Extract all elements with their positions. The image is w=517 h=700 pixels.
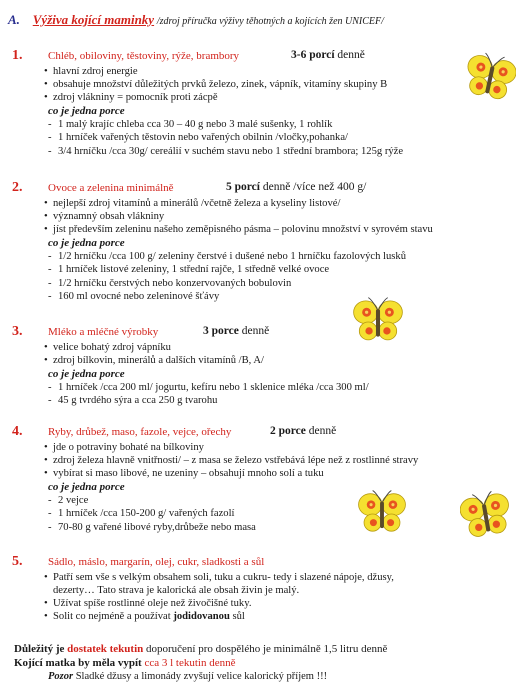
portion-heading: co je jedna porce bbox=[48, 368, 125, 380]
section-number: 2. bbox=[12, 180, 23, 195]
section-2 bbox=[8, 180, 508, 303]
section-3 bbox=[8, 324, 508, 408]
daily-portions: 5 porcí denně /více než 400 g/ bbox=[226, 181, 367, 193]
butterfly-icon bbox=[460, 490, 512, 544]
portion-list bbox=[8, 118, 508, 158]
source-note: /zdroj příručka výživy těhotných a kojících žen UNICEF/ bbox=[156, 16, 384, 27]
footer-line-1: Důležitý je dostatek tekutin doporučení pro dospělého je minimálně 1,5 litru denně bbox=[14, 643, 388, 655]
section-5 bbox=[8, 554, 508, 623]
daily-portions: 3 porce denně bbox=[203, 325, 270, 337]
butterfly-icon bbox=[352, 294, 404, 350]
portion-heading: co je jedna porce bbox=[48, 105, 125, 117]
section-title: Ovoce a zelenina minimálně bbox=[48, 182, 174, 194]
benefit-list bbox=[8, 65, 508, 104]
benefit-list bbox=[8, 341, 508, 367]
list-item: - 1 hrníček vařených těstovin nebo vařených obilnin /vločky,pohanka/ bbox=[58, 131, 508, 144]
list-item: • obsahuje množství důležitých prvků železo, zinek, vápník, vitamíny skupiny B bbox=[53, 78, 508, 91]
list-item: • zdroj vlákniny = pomocník proti zácpě bbox=[53, 91, 508, 104]
list-item: • zdroj železa hlavně vnitřnosti/ – z masa se železo vstřebává lépe než z rostlinné stravy bbox=[53, 454, 508, 467]
fluid-intake-note bbox=[14, 642, 387, 684]
list-item: • jíst především zeleninu našeho zeměpisného pásma – polovinu množství v syrovém stavu bbox=[53, 223, 508, 236]
portion-list bbox=[8, 250, 508, 303]
portion-list bbox=[8, 494, 508, 534]
section-title: Chléb, obiloviny, těstoviny, rýže, brambory bbox=[48, 50, 240, 62]
page-title: Výživa kojící maminky bbox=[32, 12, 155, 27]
list-item: • Užívat spíše rostlinné oleje než živočišné tuky. bbox=[53, 597, 508, 610]
butterfly-icon bbox=[464, 48, 516, 110]
section-4 bbox=[8, 424, 508, 534]
page-header bbox=[8, 12, 384, 28]
list-item: - 1 hrníček /cca 200 ml/ jogurtu, kefíru nebo 1 sklenice mléka /cca 300 ml/ bbox=[58, 381, 508, 394]
list-item: - 1/2 hrníčku /cca 100 g/ zeleniny čerstvé i dušené nebo 1 hrníčku fazolových lusků bbox=[58, 250, 508, 263]
list-item: - 1/2 hrníčku čerstvých nebo konzervovaných bobulovin bbox=[58, 277, 508, 290]
list-item: - 1 hrníček listové zeleniny, 1 střední rajče, 1 středně velké ovoce bbox=[58, 263, 508, 276]
list-item: - 70-80 g vařené libové ryby,drůbeže nebo masa bbox=[58, 521, 508, 534]
list-item: - 1 malý krajíc chleba cca 30 – 40 g nebo 3 malé sušenky, 1 rohlík bbox=[58, 118, 508, 131]
section-number: 5. bbox=[12, 554, 23, 569]
section-number: 3. bbox=[12, 324, 23, 339]
footer-line-2: Kojící matka by měla vypít cca 3 l tekutin denně bbox=[14, 657, 236, 669]
portion-heading: co je jedna porce bbox=[48, 237, 125, 249]
section-letter: A. bbox=[8, 12, 20, 27]
list-item: • nejlepší zdroj vitamínů a minerálů /včetně železa a kyseliny listové/ bbox=[53, 197, 508, 210]
list-item: • jde o potraviny bohaté na bílkoviny bbox=[53, 441, 508, 454]
section-number: 1. bbox=[12, 48, 23, 63]
list-item: • významný obsah vlákniny bbox=[53, 210, 508, 223]
list-item: • velice bohatý zdroj vápníku bbox=[53, 341, 508, 354]
list-item: - 3/4 hrníčku /cca 30g/ cereálií v suchém stavu nebo 1 střední brambora; 125g rýže bbox=[58, 145, 508, 158]
section-title: Sádlo, máslo, margarín, olej, cukr, sladkosti a sůl bbox=[48, 556, 265, 568]
list-item: • zdroj bílkovin, minerálů a dalších vitamínů /B, A/ bbox=[53, 354, 508, 367]
benefit-list bbox=[8, 197, 508, 236]
list-item: • Solit co nejméně a používat jodidovanou sůl bbox=[53, 610, 508, 623]
section-1 bbox=[8, 48, 508, 158]
list-item: - 45 g tvrdého sýra a cca 250 g tvarohu bbox=[58, 394, 508, 407]
portion-list bbox=[8, 381, 508, 408]
section-title: Ryby, drůbež, maso, fazole, vejce, ořechy bbox=[48, 426, 232, 438]
footer-warning: Pozor Sladké džusy a limonády zvyšují velice kalorický příjem !!! bbox=[48, 671, 328, 682]
daily-portions: 2 porce denně bbox=[270, 425, 337, 437]
list-item: - 1 hrníček /cca 150-200 g/ vařených fazolí bbox=[58, 507, 508, 520]
list-item: - 160 ml ovocné nebo zeleninové šťávy bbox=[58, 290, 508, 303]
portion-heading: co je jedna porce bbox=[48, 481, 125, 493]
section-number: 4. bbox=[12, 424, 23, 439]
benefit-list bbox=[8, 441, 508, 480]
section-title: Mléko a mléčné výrobky bbox=[48, 326, 159, 338]
list-item: - 2 vejce bbox=[58, 494, 508, 507]
list-item: • hlavní zdroj energie bbox=[53, 65, 508, 78]
benefit-list bbox=[8, 571, 508, 623]
daily-portions: 3-6 porcí denně bbox=[291, 49, 365, 61]
list-item: • vybírat si maso libové, ne uzeniny – obsahují mnoho solí a tuku bbox=[53, 467, 508, 480]
list-item: • Patří sem vše s velkým obsahem soli, tuku a cukru- tedy i slazené nápoje, džusy, dezerty… Tato strava je kalorická ale obsah živin je malý. bbox=[53, 571, 508, 597]
butterfly-icon bbox=[357, 488, 407, 540]
